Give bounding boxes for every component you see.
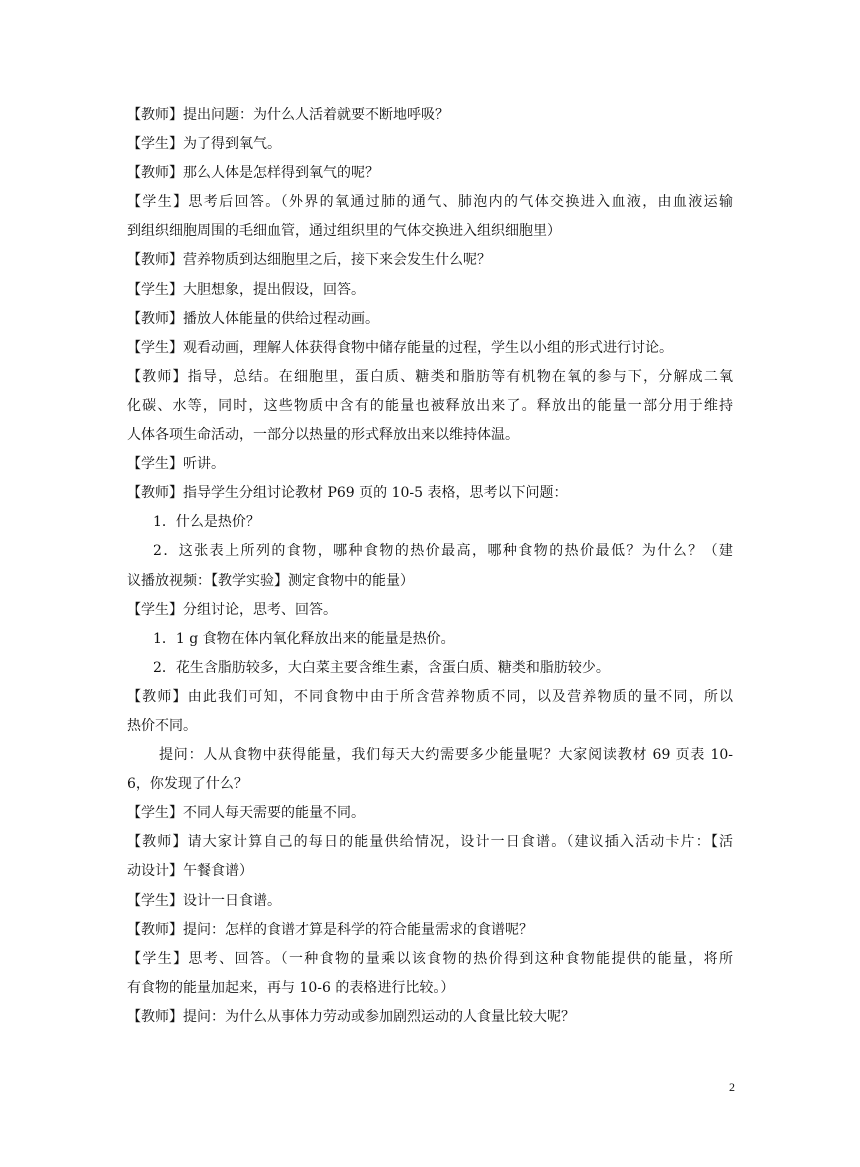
text-line: 【教师】指导学生分组讨论教材 P69 页的 10-5 表格，思考以下问题：	[127, 485, 568, 502]
text-line: 动设计】午餐食谱）	[127, 863, 253, 880]
page-number: 2	[729, 1080, 735, 1094]
text-line: 【学生】思考、回答。（一种食物的量乘以该食物的热价得到这种食物能提供的能量，将所	[127, 950, 733, 967]
text-line: 【学生】听讲。	[127, 456, 225, 473]
text-line: 1．1 g 食物在体内氧化释放出来的能量是热价。	[153, 630, 455, 647]
text-line: 化碳、水等，同时，这些物质中含有的能量也被释放出来了。释放出的能量一部分用于维持	[127, 397, 733, 414]
text-line: 【学生】大胆想象，提出假设，回答。	[127, 281, 365, 298]
text-line: 1．什么是热价？	[153, 514, 260, 531]
text-line: 热价不同。	[127, 717, 197, 734]
text-line: 【教师】指导，总结。在细胞里，蛋白质、糖类和脂肪等有机物在氧的参与下，分解成二氧	[127, 368, 733, 385]
text-line: 【教师】请大家计算自己的每日的能量供给情况，设计一日食谱。（建议插入活动卡片：【活	[127, 834, 733, 851]
text-line: 2．这张表上所列的食物，哪种食物的热价最高，哪种食物的热价最低？为什么？（建	[153, 543, 733, 560]
text-line: 有食物的能量加起来，再与 10-6 的表格进行比较。）	[127, 979, 455, 996]
text-line: 【学生】分组讨论，思考、回答。	[127, 601, 337, 618]
text-line: 【教师】提出问题：为什么人活着就要不断地呼吸？	[127, 107, 449, 123]
text-line: 【学生】不同人每天需要的能量不同。	[127, 805, 365, 822]
text-line: 2．花生含脂肪较多，大白菜主要含维生素，含蛋白质、糖类和脂肪较少。	[153, 659, 610, 676]
text-line: 【教师】由此我们可知，不同食物中由于所含营养物质不同，以及营养物质的量不同，所以	[127, 688, 733, 705]
text-line: 【教师】营养物质到达细胞里之后，接下来会发生什么呢？	[127, 252, 491, 269]
text-line: 【教师】播放人体能量的供给过程动画。	[127, 310, 379, 327]
text-line: 【学生】为了得到氧气。	[127, 136, 281, 153]
text-line: 【教师】那么人体是怎样得到氧气的呢？	[127, 165, 379, 182]
text-line: 【学生】设计一日食谱。	[127, 892, 281, 909]
text-line: 【教师】提问：为什么从事体力劳动或参加剧烈运动的人食量比较大呢？	[127, 1008, 575, 1025]
text-line: 人体各项生命活动，一部分以热量的形式释放出来以维持体温。	[127, 427, 519, 444]
text-line: 【学生】思考后回答。（外界的氧通过肺的通气、肺泡内的气体交换进入血液，由血液运输	[127, 194, 733, 211]
text-line: 到组织细胞周围的毛细血管，通过组织里的气体交换进入组织细胞里）	[127, 223, 561, 240]
text-line: 【学生】观看动画，理解人体获得食物中储存能量的过程，学生以小组的形式进行讨论。	[127, 339, 673, 356]
text-line: 【教师】提问：怎样的食谱才算是科学的符合能量需求的食谱呢？	[127, 921, 533, 938]
document-body	[127, 101, 733, 1032]
text-line: 议播放视频：【教学实验】测定食物中的能量）	[127, 572, 414, 589]
text-line: 6，你发现了什么？	[127, 776, 248, 793]
text-line: 提问：人从食物中获得能量，我们每天大约需要多少能量呢？大家阅读教材 69 页表 10-	[159, 747, 733, 764]
